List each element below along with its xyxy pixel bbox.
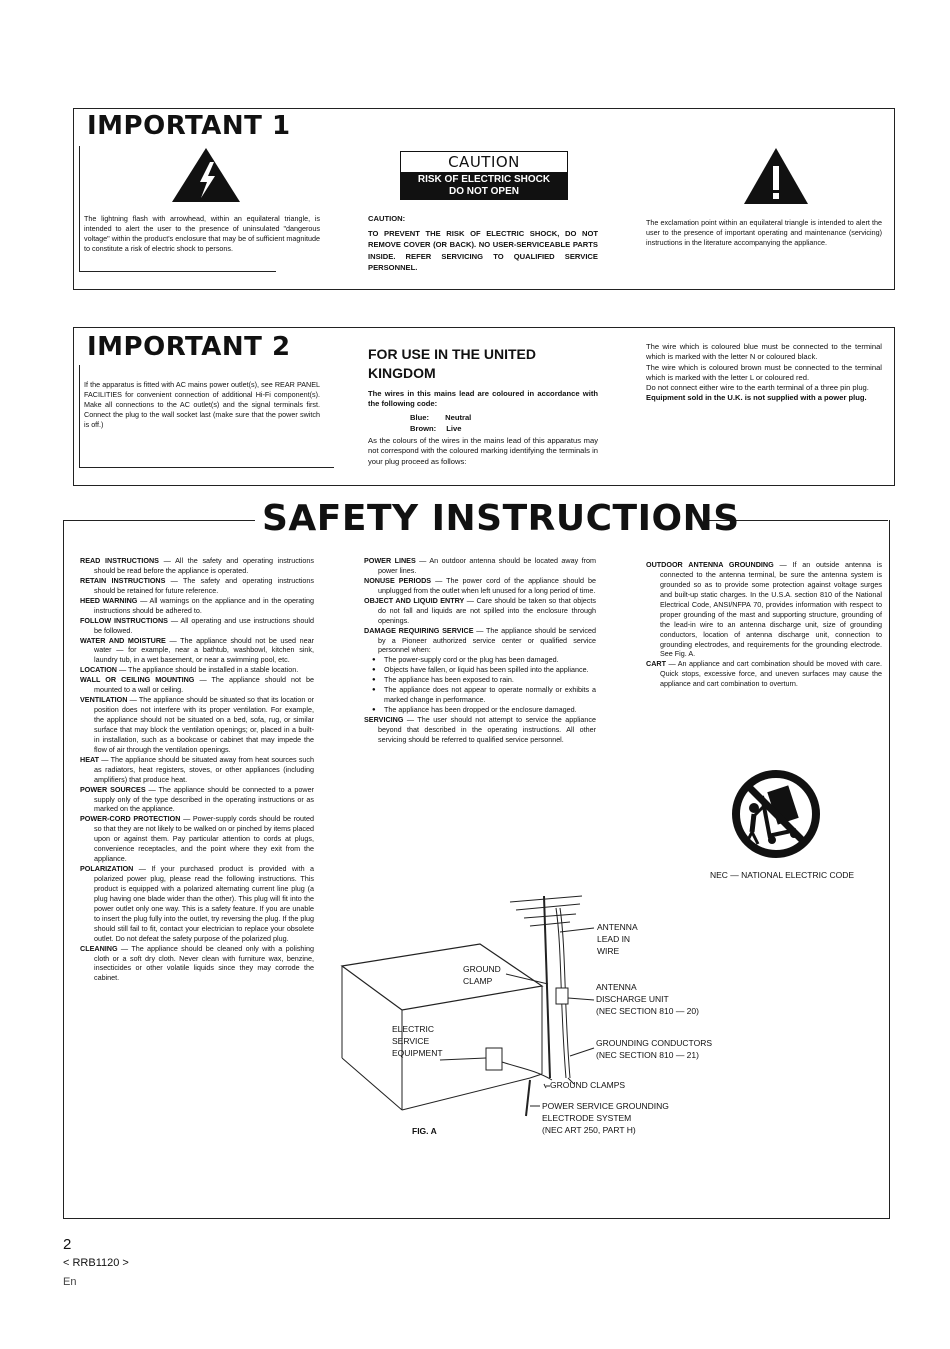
safety-item-term: VENTILATION xyxy=(80,695,128,705)
safety-bullet-text: The appliance has been dropped or the enclosure damaged. xyxy=(384,705,577,715)
safety-item xyxy=(80,944,314,984)
safety-item xyxy=(80,596,314,616)
caution-label: CAUTION: xyxy=(368,214,406,223)
safety-item-term: RETAIN INSTRUCTIONS xyxy=(80,575,166,585)
label-ground-clamp: GROUND CLAMP xyxy=(463,964,501,986)
safety-bullet-item xyxy=(364,655,596,665)
document-code: < RRB1120 > xyxy=(63,1257,129,1269)
wire-code-brown xyxy=(410,424,461,434)
safety-item xyxy=(80,675,314,695)
safety-bullet-item xyxy=(364,705,596,715)
safety-item-term: HEAT xyxy=(80,754,100,764)
safety-item xyxy=(364,556,596,576)
label-power-service-electrode: POWER SERVICE GROUNDING ELECTRODE SYSTEM (NEC ART 250, PART H) xyxy=(542,1101,669,1135)
safety-bullet-text: The power-supply cord or the plug has been damaged. xyxy=(384,655,559,665)
safety-item xyxy=(80,616,314,636)
safety-item-text: — An appliance and cart combination should be moved with care. Quick stops, excessive force, and uneven surfaces may cause the appliance and cart combination to overturn. xyxy=(660,659,882,689)
brown-label: Brown: xyxy=(410,424,437,433)
safety-item-text: — The appliance should not be mounted to a wall or ceiling. xyxy=(94,675,314,695)
caution-text: TO PREVENT THE RISK OF ELECTRIC SHOCK, DO NOT REMOVE COVER (OR BACK). NO USER-SERVICEABLE PARTS INSIDE. REFER SERVICING TO QUALIFIED SERVICE PERSONNEL. xyxy=(368,229,598,273)
safety-bullet-item xyxy=(364,685,596,705)
safety-item xyxy=(364,715,596,745)
safety-item-term: NONUSE PERIODS xyxy=(364,575,432,585)
safety-item-term: OUTDOOR ANTENNA GROUNDING xyxy=(646,560,774,569)
safety-bullet-text: The appliance does not appear to operate normally or exhibits a marked change in performance. xyxy=(384,685,596,705)
uk-right-p1: The wire which is coloured blue must be connected to the terminal which is marked with the letter N or coloured black. xyxy=(646,342,882,362)
safety-item-text: — All warnings on the appliance and in the operating instructions should be adhered to. xyxy=(94,595,314,615)
label-electric-service-equipment: ELECTRIC SERVICE EQUIPMENT xyxy=(392,1024,443,1058)
important-2-heading: IMPORTANT 2 xyxy=(87,332,291,362)
safety-column-3 xyxy=(646,560,882,689)
safety-item-text: — All the safety and operating instructions should be read before the appliance is operated. xyxy=(94,556,314,575)
safety-item-term: SERVICING xyxy=(364,715,404,724)
safety-item xyxy=(364,596,596,626)
safety-item xyxy=(646,659,882,689)
safety-item-text: — The power cord of the appliance should be unplugged from the outlet when left unused for a long period of time. xyxy=(378,575,597,595)
safety-item-term: LOCATION xyxy=(80,665,117,675)
safety-item xyxy=(80,695,314,755)
important-2-description: If the apparatus is fitted with AC mains power outlet(s), see REAR PANEL FACILITIES for convenient connection of additional Hi-Fi component(s). Make all connections to the AC outlet(s) and the signal terminals first. Connect the plug to the wall socket last (make sure that the power switch is off.) xyxy=(84,380,320,429)
cart-warning-icon xyxy=(732,768,820,860)
safety-item-text: — The appliance should not be used near water — for example, near a bathtub, washbowl, kitchen sink, laundry tub, in a wet basement, or near a swimming pool, etc. xyxy=(94,635,314,665)
label-grounding-conductors: GROUNDING CONDUCTORS (NEC SECTION 810 — 21) xyxy=(596,1038,713,1060)
caution-line-2: DO NOT OPEN xyxy=(448,185,519,197)
uk-right-p4: Equipment sold in the U.K. is not supplied with a power plug. xyxy=(646,393,867,403)
safety-item-term: CART xyxy=(646,659,666,669)
safety-item-text: — Power-supply cords should be routed so that they are not likely to be walked on or pinched by items placed upon or against them. Pay particular attention to cords at plugs, convenience receptacles, and the point where they exit from the appliance. xyxy=(94,814,315,864)
blue-label: Blue: xyxy=(410,413,429,422)
safety-item-text: — The appliance should be situated away from heat sources such as radiators, heat registers, stoves, or other appliances (including amplifiers) that produce heat. xyxy=(94,754,314,784)
label-antenna-discharge-unit: ANTENNA DISCHARGE UNIT (NEC SECTION 810 — 20) xyxy=(596,982,699,1016)
exclamation-description: The exclamation point within an equilateral triangle is intended to alert the user to the presence of important operating and maintenance (servicing) instructions in the literature accompanying the appliance. xyxy=(646,218,882,247)
safety-item-text: — The appliance should be situated so that its location or position does not interfere with its proper ventilation. For example, the appliance should not be situated on a bed, sofa, rug, or similar surface that may block the ventilation openings; or, placed in a built-in installation, such as a bookcase or cabinet that may impede the flow of air through the ventilation openings. xyxy=(94,695,314,754)
figure-label: FIG. A xyxy=(412,1126,437,1136)
safety-item-text: — If your purchased product is provided with a polarized power plug, please read the following instructions. This product is equipped with a polarized alternating current line plug (a plug having one blade wider than the other). This plug will fit into the power outlet only one way. This is a safety feature. If you are unable to insert the plug fully into the outlet, try reversing the plug. If the plug should still fail to fit, contact your electrician to replace your obsolete outlet. Do not defeat the safety purpose of the polarized plug. xyxy=(94,864,314,943)
safety-item-term: POWER LINES xyxy=(364,556,416,565)
uk-right-p2: The wire which is coloured brown must be connected to the terminal which is marked with the letter L or coloured red. xyxy=(646,362,882,382)
safety-bullet-item xyxy=(364,675,596,685)
caution-word: CAUTION xyxy=(448,153,520,171)
safety-item xyxy=(80,636,314,666)
label-antenna-lead-in: ANTENNA LEAD IN WIRE xyxy=(597,922,638,956)
language-code: En xyxy=(63,1276,77,1288)
safety-item-term: FOLLOW INSTRUCTIONS xyxy=(80,615,168,625)
safety-rule-left xyxy=(63,520,255,521)
safety-item xyxy=(364,576,596,596)
label-ground-clamps: GROUND CLAMPS xyxy=(550,1080,626,1090)
safety-item xyxy=(80,556,314,576)
lightning-warning-icon xyxy=(170,146,242,204)
safety-item xyxy=(364,626,596,656)
safety-item-text: — If an outside antenna is connected to the antenna terminal, be sure the antenna system is grounded so as to provide some protection against voltage surges and built-up static charges. In the U.S.A. section 810 of the National Electrical Code, ANSI/NFPA 70, provides information with respect to proper grounding of the mast and supporting structure, grounding of the lead-in wire to an antenna discharge unit, size of grounding conductors, location of antenna discharge unit, connection to grounding electrodes, and requirements for the grounding electrode. See Fig. A. xyxy=(660,560,882,659)
safety-item xyxy=(80,864,314,944)
safety-column-2 xyxy=(364,556,596,745)
caution-label-box xyxy=(400,151,568,200)
safety-item-text: — The appliance should be serviced by a Pioneer authorized service center or qualified service personnel when: xyxy=(378,625,597,655)
safety-item xyxy=(80,755,314,785)
uk-right-column xyxy=(646,342,882,404)
exclamation-warning-icon xyxy=(742,146,810,206)
uk-colours-text: As the colours of the wires in the mains lead of this apparatus may not correspond with the coloured marking identifying the terminals in your plug proceed as follows: xyxy=(368,436,598,466)
lightning-description: The lightning flash with arrowhead, within an equilateral triangle, is intended to alert the user to the presence of uninsulated "dangerous voltage" within the product's enclosure that may be of sufficient magnitude to constitute a risk of electric shock to persons. xyxy=(84,214,320,253)
caution-line-1: RISK OF ELECTRIC SHOCK xyxy=(417,174,551,185)
safety-item-text: — The appliance should be connected to a power supply only of the type described in the operating instructions or as marked on the appliance. xyxy=(94,784,314,814)
uk-wires-text: The wires in this mains lead are coloured in accordance with the following code: xyxy=(368,389,598,409)
safety-item-term: POWER-CORD PROTECTION xyxy=(80,814,181,824)
page-number: 2 xyxy=(63,1236,72,1253)
caution-risk-banner xyxy=(401,172,567,199)
safety-item xyxy=(80,665,314,675)
safety-item-term: POLARIZATION xyxy=(80,864,134,874)
safety-item-text: — The appliance should be installed in a stable location. xyxy=(117,665,299,675)
important-1-heading: IMPORTANT 1 xyxy=(87,111,291,141)
safety-title: SAFETY INSTRUCTIONS xyxy=(262,498,740,539)
uk-right-p3: Do not connect either wire to the earth terminal of a three pin plug. xyxy=(646,383,869,392)
safety-item-text: — The safety and operating instructions should be retained for future reference. xyxy=(94,575,314,595)
safety-item xyxy=(80,576,314,596)
safety-bullet-item xyxy=(364,665,596,675)
safety-item-text: — The appliance should be cleaned only with a polishing cloth or a soft dry cloth. Never clean with furniture wax, benzine, insecticides or other volatile liquids since they may corrode the cabinet. xyxy=(94,943,314,983)
safety-bullet-text: The appliance has been exposed to rain. xyxy=(384,675,514,685)
safety-bullet-text: Objects have fallen, or liquid has been spilled into the appliance. xyxy=(384,665,589,675)
safety-item-term: OBJECT AND LIQUID ENTRY xyxy=(364,595,465,605)
safety-item-term: WATER AND MOISTURE xyxy=(80,635,166,645)
safety-item-text: — All operating and use instructions should be followed. xyxy=(94,615,314,635)
safety-item-term: WALL OR CEILING MOUNTING xyxy=(80,675,195,685)
safety-item xyxy=(80,814,314,864)
safety-item-term: READ INSTRUCTIONS xyxy=(80,556,159,565)
uk-heading: FOR USE IN THE UNITED KINGDOM xyxy=(368,346,537,381)
safety-column-1 xyxy=(80,556,314,983)
blue-value: Neutral xyxy=(445,413,472,422)
wire-code-blue xyxy=(410,413,471,423)
safety-item-term: HEED WARNING xyxy=(80,595,138,605)
safety-item-text: — The user should not attempt to service the appliance beyond that described in the operating instructions. All other servicing should be referred to qualified service personnel. xyxy=(378,715,596,744)
safety-item xyxy=(646,560,882,659)
safety-item xyxy=(80,785,314,815)
nec-caption: NEC — NATIONAL ELECTRIC CODE xyxy=(710,870,855,880)
safety-item-text: — An outdoor antenna should be located away from power lines. xyxy=(378,556,596,575)
safety-item-term: POWER SOURCES xyxy=(80,784,146,794)
brown-value: Live xyxy=(446,424,462,433)
safety-item-term: DAMAGE REQUIRING SERVICE xyxy=(364,625,474,635)
safety-item-term: CLEANING xyxy=(80,943,118,953)
safety-item-text: — Care should be taken so that objects do not fall and liquids are not spilled into the enclosure through openings. xyxy=(378,595,596,625)
